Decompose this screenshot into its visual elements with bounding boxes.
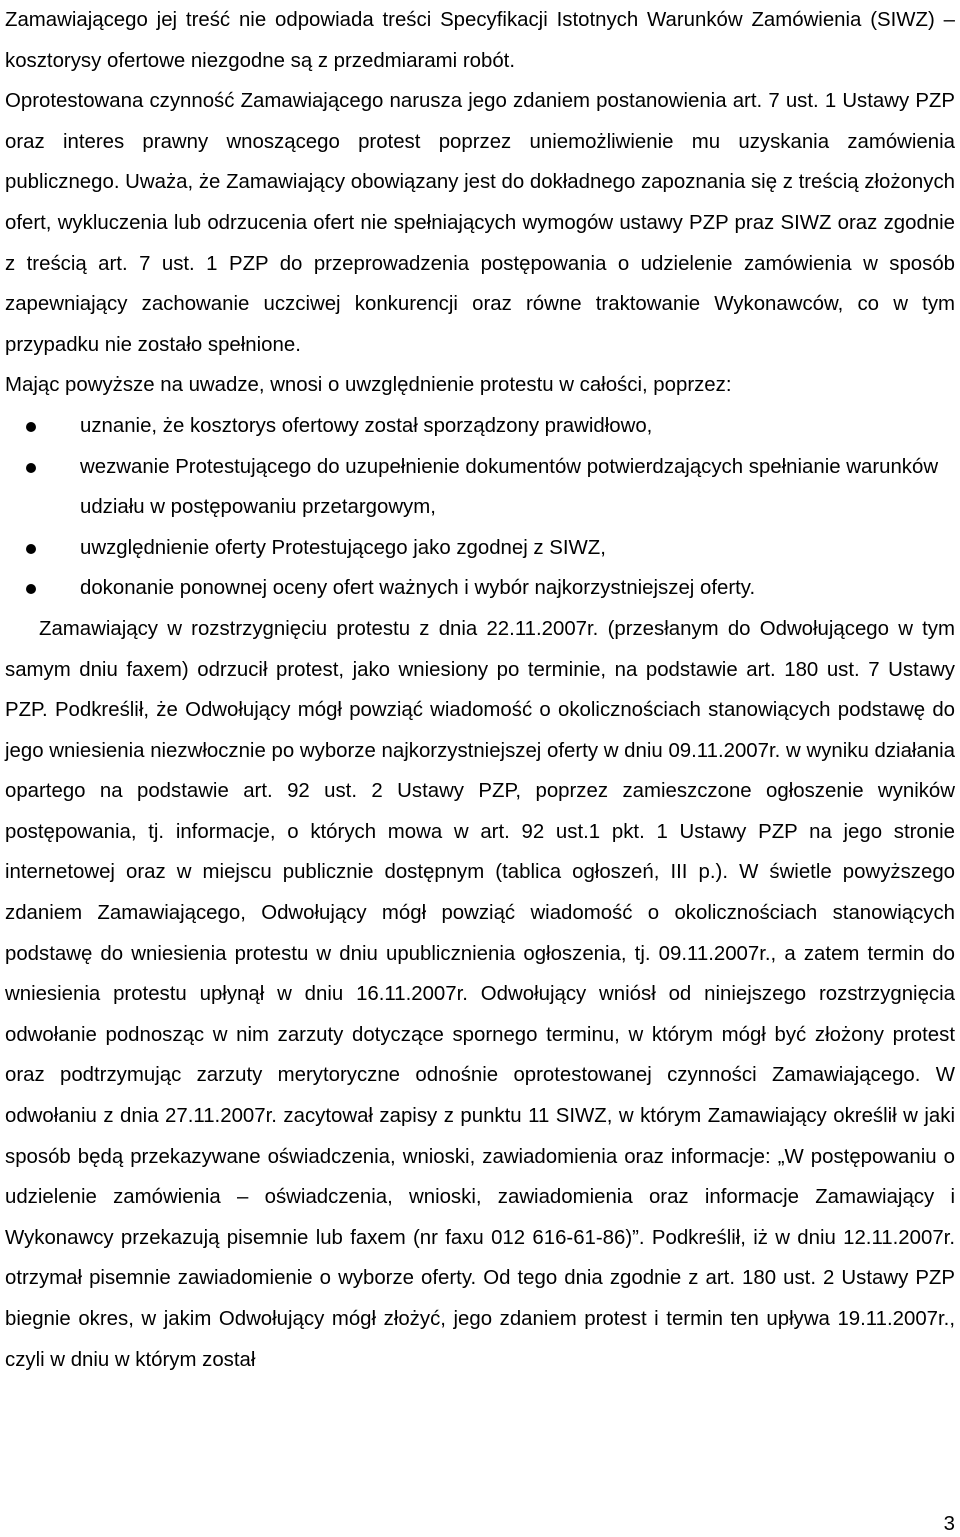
paragraph-argument: Oprotestowana czynność Zamawiającego narusza jego zdaniem postanowienia art. 7 ust. 1 Ustawy PZP oraz interes prawny wnoszącego protest poprzez uniemożliwienie mu uzyskania zamówienia publicznego. Uważa, że Zamawiający obowiązany jest do dokładnego zapoznania się z treścią złożonych ofert, wykluczenia lub odrzucenia ofert nie spełniających wymogów ustawy PZP praz SIWZ oraz zgodnie z treścią art. 7 ust. 1 PZP do przeprowadzenia postępowania o udzielenie zamówienia w sposób zapewniający zachowanie uczciwej konkurencji oraz równe traktowanie Wykonawców, co w tym przypadku nie zostało spełnione. (5, 90, 955, 356)
document-page (5, 0, 955, 1380)
page-number: 3 (943, 1513, 955, 1535)
paragraph-intro: Zamawiającego jej treść nie odpowiada treści Specyfikacji Istotnych Warunków Zamówienia (SIWZ) – kosztorysy ofertowe niezgodne są z przedmiarami robót. (5, 9, 955, 72)
request-list (5, 406, 955, 609)
bullet-icon (26, 422, 36, 432)
list-item-text: wezwanie Protestującego do uzupełnienie dokumentów potwierdzających spełnianie warunków udziału w postępowaniu przetargowym, (80, 455, 939, 519)
list-item (80, 406, 955, 447)
list-item (80, 528, 955, 569)
list-item (80, 447, 955, 528)
paragraph-main: Zamawiający w rozstrzygnięciu protestu z dnia 22.11.2007r. (przesłanym do Odwołującego w tym samym dniu faxem) odrzucił protest, jako wniesiony po terminie, na podstawie art. 180 ust. 7 Ustawy PZP. Podkreślił, że Odwołujący mógł powziąć wiadomość o okolicznościach stanowiących podstawę do jego wniesienia niezwłocznie po wyborze najkorzystniejszej oferty w dniu 09.11.2007r. w wyniku działania opartego na podstawie art. 92 ust. 2 Ustawy PZP, poprzez zamieszczone ogłoszenie wyników postępowania, tj. informacje, o których mowa w art. 92 ust.1 pkt. 1 Ustawy PZP na jego stronie internetowej oraz w miejscu publicznie dostępnym (tablica ogłoszeń, III p.). W świetle powyższego zdaniem Zamawiającego, Odwołujący mógł powziąć wiadomość o okolicznościach stanowiących podstawę do wniesienia protestu w dniu upublicznienia ogłoszenia, tj. 09.11.2007r., a zatem termin do wniesienia protestu upłynął w dniu 16.11.2007r. Odwołujący wniósł od niniejszego rozstrzygnięcia odwołanie podnosząc w nim zarzuty dotyczące spornego terminu, w którym mógł być złożony protest oraz podtrzymując zarzuty merytoryczne odnośnie oprotestowanej czynności Zamawiającego. W odwołaniu z dnia 27.11.2007r. zacytował zapisy z punktu 11 SIWZ, w którym Zamawiający określił w jaki sposób będą przekazywane oświadczenia, wnioski, zawiadomienia oraz informacje: „W postępowaniu o udzielenie zamówienia – oświadczenia, wnioski, zawiadomienia oraz informacje Zamawiający i Wykonawcy przekazują pisemnie lub faxem (nr faxu 012 616-61-86)”. Podkreślił, iż w dniu 12.11.2007r. otrzymał pisemnie zawiadomienie o wyborze oferty. Od tego dnia zgodnie z art. 180 ust. 2 Ustawy PZP biegnie okres, w jakim Odwołujący mógł złożyć, jego zdaniem protest i termin ten upływa 19.11.2007r., czyli w dniu w którym został (5, 617, 955, 1371)
list-item-text: dokonanie ponownej oceny ofert ważnych i wybór najkorzystniejszej oferty. (80, 577, 756, 600)
list-item-text: uznanie, że kosztorys ofertowy został sporządzony prawidłowo, (80, 414, 653, 437)
list-item (80, 568, 955, 609)
bullet-icon (26, 463, 36, 473)
paragraph-request: Mając powyższe na uwadze, wnosi o uwzględnienie protestu w całości, poprzez: (5, 374, 732, 397)
list-item-text: uwzględnienie oferty Protestującego jako zgodnej z SIWZ, (80, 536, 606, 559)
bullet-icon (26, 544, 36, 554)
bullet-icon (26, 584, 36, 594)
